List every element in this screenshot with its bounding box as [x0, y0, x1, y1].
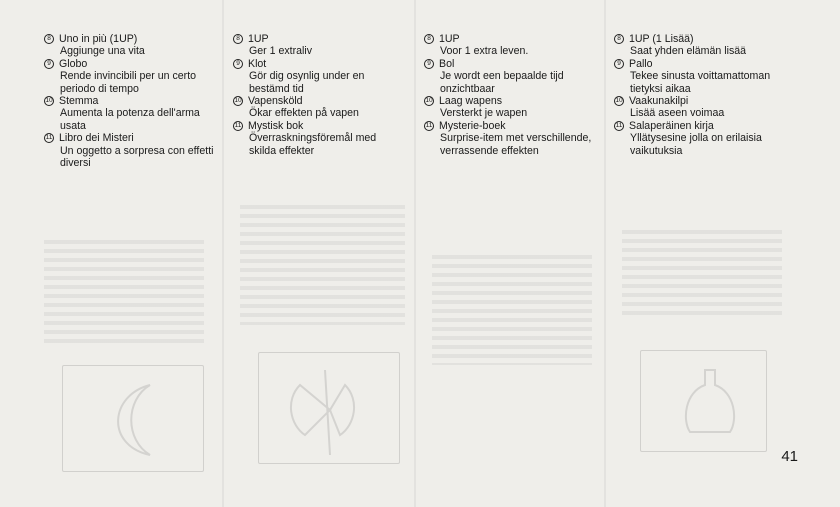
circled-number-icon: 9 [44, 59, 54, 69]
item-heading [614, 120, 794, 132]
item-name: Libro dei Misteri [59, 132, 134, 145]
item-heading [424, 33, 604, 45]
item-heading [233, 95, 413, 107]
item-name: Globo [59, 57, 88, 70]
item-description-line: diversi [60, 157, 91, 170]
item-entry [44, 58, 224, 95]
item-heading [233, 33, 413, 45]
item-description-line: usata [60, 119, 86, 132]
item-entry [44, 132, 224, 169]
item-entry [44, 95, 224, 132]
circled-number-icon: 11 [424, 121, 434, 131]
circled-number-icon: 8 [614, 34, 624, 44]
item-heading [424, 58, 604, 70]
item-entry [424, 95, 604, 120]
circled-number-icon: 10 [424, 96, 434, 106]
item-name: Vapensköld [248, 95, 303, 108]
circled-number-icon: 10 [233, 96, 243, 106]
item-heading [424, 95, 604, 107]
item-entry [44, 33, 224, 58]
item-description-line: Gör dig osynlig under en [249, 70, 365, 83]
circled-number-icon: 8 [424, 34, 434, 44]
item-heading [614, 58, 794, 70]
item-heading [44, 58, 224, 70]
item-heading [424, 120, 604, 132]
item-name: 1UP [439, 33, 460, 45]
item-entry [424, 120, 604, 157]
item-description-line: skilda effekter [249, 144, 315, 157]
item-description-line: Ger 1 extraliv [249, 45, 312, 58]
item-description-line: tietyksi aikaa [630, 82, 691, 95]
item-description-line: Versterkt je wapen [440, 107, 528, 120]
item-entry [233, 58, 413, 95]
item-description-line: periodo di tempo [60, 82, 139, 95]
item-name: Stemma [59, 95, 99, 108]
item-description-line: vaikutuksia [630, 144, 683, 157]
item-entry [233, 33, 413, 58]
item-name: Mysterie-boek [439, 119, 506, 132]
circled-number-icon: 10 [44, 96, 54, 106]
column-swedish [233, 33, 413, 157]
item-entry [424, 33, 604, 58]
item-heading [614, 33, 794, 45]
circled-number-icon: 9 [233, 59, 243, 69]
item-name: Salaperäinen kirja [629, 119, 714, 132]
circled-number-icon: 8 [233, 34, 243, 44]
circled-number-icon: 9 [614, 59, 624, 69]
item-description-line: verrassende effekten [440, 144, 539, 157]
item-entry [233, 95, 413, 120]
item-name: Uno in più (1UP) [59, 33, 138, 45]
item-heading [233, 120, 413, 132]
item-description-line: onzichtbaar [440, 82, 495, 95]
item-description-line: Aggiunge una vita [60, 45, 145, 58]
item-description-line: Surprise-item met verschillende, [440, 132, 592, 145]
item-entry [614, 120, 794, 157]
item-name: 1UP [248, 33, 269, 45]
circled-number-icon: 11 [233, 121, 243, 131]
item-name: 1UP (1 Lisää) [629, 33, 694, 45]
item-description-line: Rende invincibili per un certo [60, 70, 197, 83]
item-name: Pallo [629, 57, 653, 70]
item-description-line: Tekee sinusta voittamattoman [630, 70, 771, 83]
item-description-line: Saat yhden elämän lisää [630, 45, 747, 58]
item-description-line: Je wordt een bepaalde tijd [440, 70, 564, 83]
item-name: Bol [439, 57, 455, 70]
axe-shape-icon [291, 370, 354, 455]
item-entry [614, 58, 794, 95]
circled-number-icon: 9 [424, 59, 434, 69]
item-description-line: Lisää aseen voimaa [630, 107, 725, 120]
item-entry [233, 120, 413, 157]
crescent-shape-icon [118, 385, 150, 455]
column-finnish [614, 33, 794, 157]
circled-number-icon: 11 [44, 133, 54, 143]
item-description-line: Voor 1 extra leven. [440, 45, 529, 58]
item-heading [44, 95, 224, 107]
item-description-line: Un oggetto a sorpresa con effetti [60, 144, 214, 157]
item-name: Vaakunakilpi [629, 95, 689, 108]
item-entry [614, 95, 794, 120]
item-entry [614, 33, 794, 58]
item-description-line: Ökar effekten på vapen [249, 107, 359, 120]
circled-number-icon: 8 [44, 34, 54, 44]
item-heading [44, 132, 224, 144]
item-entry [424, 58, 604, 95]
item-heading [44, 33, 224, 45]
item-name: Klot [248, 57, 267, 70]
item-name: Mystisk bok [248, 119, 304, 132]
item-description-line: bestämd tid [249, 82, 304, 95]
column-italian [44, 33, 224, 169]
page-number: 41 [781, 448, 798, 465]
item-description-line: Överraskningsföremål med [249, 132, 377, 145]
item-description-line: Yllätysesine jolla on erilaisia [630, 132, 762, 145]
item-heading [614, 95, 794, 107]
item-description-line: Aumenta la potenza dell'arma [60, 107, 200, 120]
item-name: Laag wapens [439, 95, 503, 108]
circled-number-icon: 11 [614, 121, 624, 131]
column-dutch [424, 33, 604, 157]
item-heading [233, 58, 413, 70]
circled-number-icon: 10 [614, 96, 624, 106]
potion-bottle-icon [686, 370, 734, 432]
